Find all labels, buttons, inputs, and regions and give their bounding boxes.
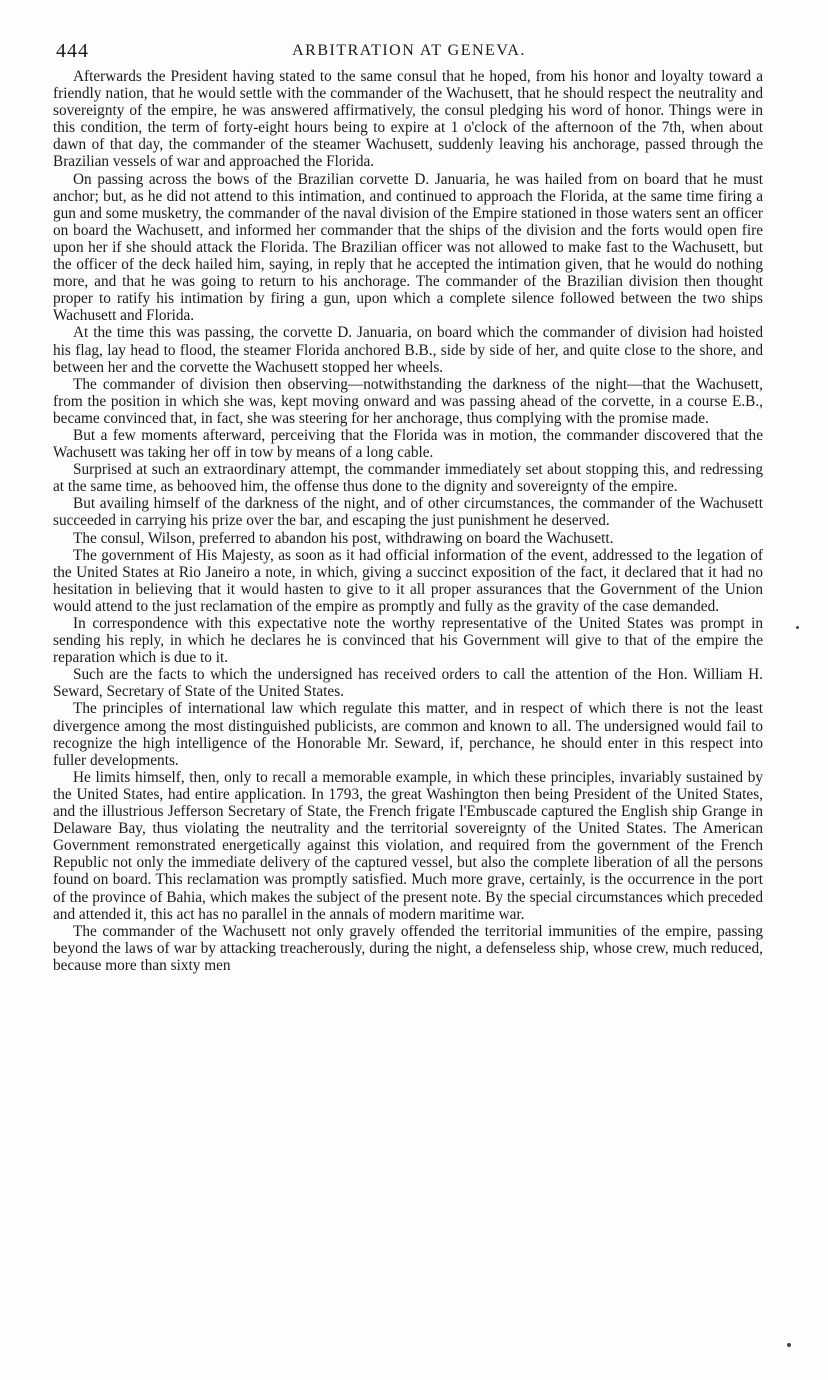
page-number: 444 [56,40,89,62]
paragraph: Such are the facts to which the undersigned has received orders to call the attention of the Hon. William H. Seward, Secretary of State of the United States. [53,666,763,701]
paragraph: The commander of the Wachusett not only gravely offended the territorial immunities of the empire, passing beyond the laws of war by attacking treacherously, during the night, a defenseless ship, whose crew, much reduced, because more than sixty men [53,922,763,974]
paragraph: The principles of international law which regulate this matter, and in respect of which there is not the least divergence among the most distinguished publicists, are common and known to all. The undersigned would fail to recognize the high intelligence of the Honorable Mr. Seward, if, perchance, he should enter in this respect into fuller developments. [53,700,763,769]
print-speck [796,626,799,629]
paragraph: The consul, Wilson, preferred to abandon his post, withdrawing on board the Wachusett. [73,529,614,547]
paragraph: In correspondence with this expectative note the worthy representative of the United States was prompt in sending his reply, in which he declares he is convinced that his Government will give to that of the empire the reparation which is due to it. [53,615,763,667]
paragraph: On passing across the bows of the Brazilian corvette D. Januaria, he was hailed from on board that he must anchor; but, as he did not attend to this intimation, and continued to approach the Florida, at the same time firing a gun and some musketry, the commander of the naval division of the Empire stationed in those waters sent an officer on board the Wachusett, and informed her commander that the ships of the division and the forts would open fire upon her if she should attack the Florida. The Brazilian officer was not allowed to make fast to the Wachusett, but the officer of the deck hailed him, saying, in reply that he accepted the intimation given, that he would do nothing more, and that he was going to return to his anchorage. The commander of the Brazilian division then thought proper to ratify his intimation by firing a gun, upon which a complete silence followed between the two ships Wachusett and Florida. [53,170,763,325]
paragraph: The government of His Majesty, as soon as it had official information of the event, addressed to the legation of the United States at Rio Janeiro a note, in which, giving a succinct exposition of the fact, it declared that it had no hesitation in believing that it would hasten to give to it all proper assurances that the Government of the Union would attend to the just reclamation of the empire as promptly and fully as the gravity of the case demanded. [53,546,763,615]
body-text [53,68,763,974]
paragraph: Surprised at such an extraordinary attempt, the commander immediately set about stopping this, and redressing at the same time, as behooved him, the offense thus done to the dignity and sovereignty of the empire. [53,461,763,496]
paragraph: The commander of division then observing—notwithstanding the darkness of the night—that the Wachusett, from the position in which she was, kept moving onward and was passing ahead of the corvette, in a course E.B., became convinced that, in fact, she was steering for her anchorage, thus complying with the promise made. [53,375,763,427]
paragraph: Afterwards the President having stated to the same consul that he hoped, from his honor and loyalty toward a friendly nation, that he would settle with the commander of the Wachusett, that he should respect the neutrality and sovereignty of the empire, he was answered affirmatively, the consul pledging his word of honor. Things were in this condition, the term of forty-eight hours being to expire at 1 o'clock of the afternoon of the 7th, when about dawn of that day, the commander of the steamer Wachusett, suddenly leaving his anchorage, passed through the Brazilian vessels of war and approached the Florida. [53,68,763,171]
paragraph: He limits himself, then, only to recall a memorable example, in which these principles, invariably sustained by the United States, had entire application. In 1793, the great Washington then being President of the United States, and the illustrious Jefferson Secretary of State, the French frigate l'Embuscade captured the English ship Grange in Delaware Bay, thus violating the neutrality and the territorial sovereignty of the United States. The American Government remonstrated energetically against this violation, and required from the government of the French Republic not only the immediate delivery of the captured vessel, but also the complete liberation of all the persons found on board. This reclamation was promptly satisfied. Much more grave, certainly, is the occurrence in the port of the province of Bahia, which makes the subject of the present note. By the special circumstances which preceded and attended it, this act has no parallel in the annals of modern maritime war. [53,768,763,923]
running-header [56,40,762,66]
running-title: ARBITRATION AT GENEVA. [292,42,526,59]
paragraph: But availing himself of the darkness of the night, and of other circumstances, the commander of the Wachusett succeeded in carrying his prize over the bar, and escaping the just punishment he deserved. [53,495,763,530]
paragraph: At the time this was passing, the corvette D. Januaria, on board which the commander of division had hoisted his flag, lay head to flood, the steamer Florida anchored B.B., side by side of her, and quite close to the shore, and between her and the corvette the Wachusett stopped her wheels. [53,324,763,376]
print-speck [787,1343,791,1347]
paragraph: But a few moments afterward, perceiving that the Florida was in motion, the commander discovered that the Wachusett was taking her off in tow by means of a long cable. [53,426,763,462]
